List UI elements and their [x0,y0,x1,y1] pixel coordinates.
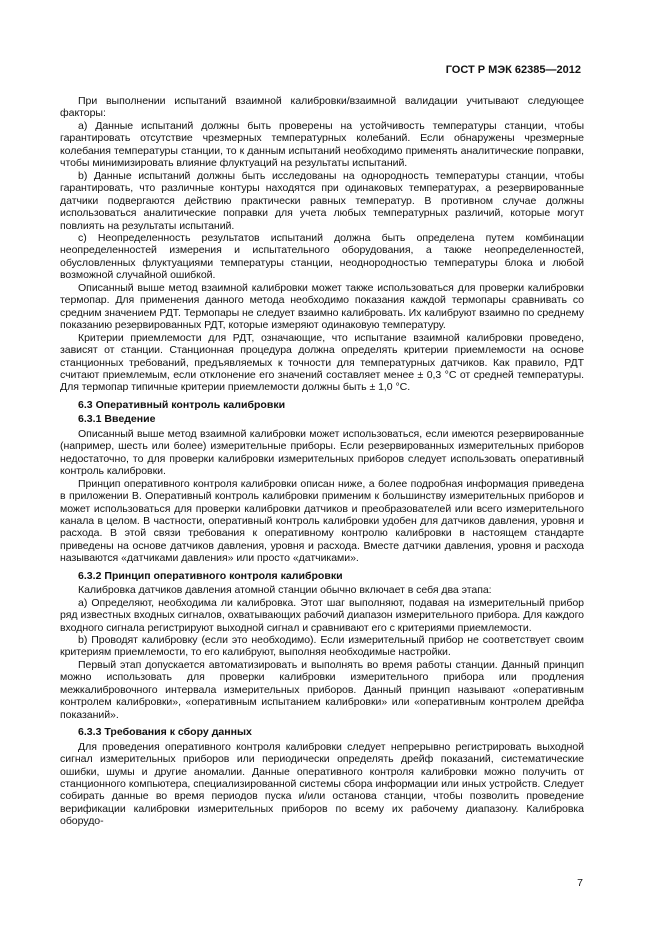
section-6-3-2-heading: 6.3.2 Принцип оперативного контроля калибровки [78,569,343,582]
section-6-3-2-item-b: b) Проводят калибровку (если это необходимо). Если измерительный прибор не соответствует своим критериям приемлемости, то его калибруют, выполняя необходимые настройки. [60,634,584,659]
section-6-3-1-heading: 6.3.1 Введение [78,413,156,426]
section-6-3-1-paragraph-1: Описанный выше метод взаимной калибровки может использоваться, если имеются резервированные (например, шесть или более) измерительные приборы. Если резервированных измерительных приборов недостаточно, то для проверки калибровки измерительных приборов следует использовать оперативный контроль калибровки. [60,427,584,478]
intro-paragraph: При выполнении испытаний взаимной калибровки/взаимной валидации учитывают следующее факторы: [60,95,584,120]
criteria-paragraph: Критерии приемлемости для РДТ, означающие, что испытание взаимной калибровки проведено, зависят от станции. Станционная процедура должна определять критерии приемлемости на основе станционных требований, предъявляемых к точности для температурных датчиков. Как правило, РДТ считают приемлемым, если отклонение его значений составляет менее ± 0,3 °С от средней температуры. Для термопар типичные критерии приемлемости должны быть ± 1,0 °С. [60,331,584,394]
section-6-3-2-item-a: а) Определяют, необходима ли калибровка. Этот шаг выполняют, подавая на измерительный прибор ряд известных входных сигналов, охватывающих рабочий диапазон измерительного прибора. Для каждого входного сигнала регистрируют выходной сигнал и сравнивают его с критериями приемлемости. [60,596,584,634]
section-6-3-heading: 6.3 Оперативный контроль калибровки [78,398,286,411]
document-header: ГОСТ Р МЭК 62385—2012 [445,64,581,76]
section-6-3-1-paragraph-2: Принцип оперативного контроля калибровки описан ниже, а более подробная информация приведена в приложении В. Оперативный контроль калибровки применим к большинству измерительных приборов и может использоваться для проверки калибровки датчиков и преобразователей или всего измерительного канала в целом. В частности, оперативный контроль калибровки удобен для датчиков давления, уровня и расхода. В этой связи требования к оперативному контролю калибровки в настоящем стандарте приведены на основе датчиков давления, уровня и расхода. Вместе датчики давления, уровня и расхода называются «датчиками давления» или просто «датчиками». [60,477,584,565]
section-6-3-2-paragraph-1: Калибровка датчиков давления атомной станции обычно включает в себя два этапа: [78,584,492,597]
document-body [60,95,584,828]
factor-c-paragraph: c) Неопределенность результатов испытаний должна быть определена путем комбинации неопределенностей измерения и испытательного оборудования, а также неопределенностей, обусловленных флуктуациями температуры станции, неоднородностью температуры блока и любой возможной случайной ошибкой. [60,231,584,282]
factor-b-paragraph: b) Данные испытаний должны быть исследованы на однородность температуры станции, чтобы гарантировать, что различные контуры находятся при одинаковых температурах, а резервированные датчики подвергаются действию практически равных температур. В противном случае должны использоваться аналитические поправки для учета любых температурных различий, которые могут повлиять на результаты испытаний. [60,169,584,232]
page-number: 7 [577,877,583,889]
factor-a-paragraph: а) Данные испытаний должны быть проверены на устойчивость температуры станции, чтобы гарантировать отсутствие чрезмерных температурных колебаний. Если обнаружены чрезмерные колебания температуры станции, то к данным испытаний необходимо применять аналитические поправки, чтобы минимизировать влияние флуктуаций на результаты испытаний. [60,119,584,170]
thermopair-paragraph: Описанный выше метод взаимной калибровки может также использоваться для проверки калибровки термопар. Для применения данного метода необходимо показания каждой термопары сравнивать со средним значением РДТ. Термопары не следует взаимно калибровать. Их калибруют взаимно по среднему показанию резервированных РДТ, которые измеряют одинаковую температуру. [60,281,584,332]
section-6-3-3-heading: 6.3.3 Требования к сбору данных [78,726,252,739]
section-6-3-2-paragraph-2: Первый этап допускается автоматизировать и выполнять во время работы станции. Данный принцип можно использовать для проверки калибровки измерительного прибора или продления межкалибровочного интервала измерительных приборов. Данный принцип называют «оперативным контролем калибровки», «оперативным испытанием калибровки» или «оперативным контролем дрейфа показаний». [60,658,584,721]
section-6-3-3-paragraph-1: Для проведения оперативного контроля калибровки следует непрерывно регистрировать выходной сигнал измерительных приборов или периодически определять дрейф показаний, систематические ошибки, шумы и другие аномалии. Данные оперативного контроля калибровки можно получить от станционного компьютера, специализированной системы сбора информации или иных устройств. Следует собирать данные во время периодов пуска и/или останова станции, чтобы позволить проведение верификации калибровки измерительных приборов по всему их рабочему диапазону. Калибровка оборудо- [60,740,584,828]
